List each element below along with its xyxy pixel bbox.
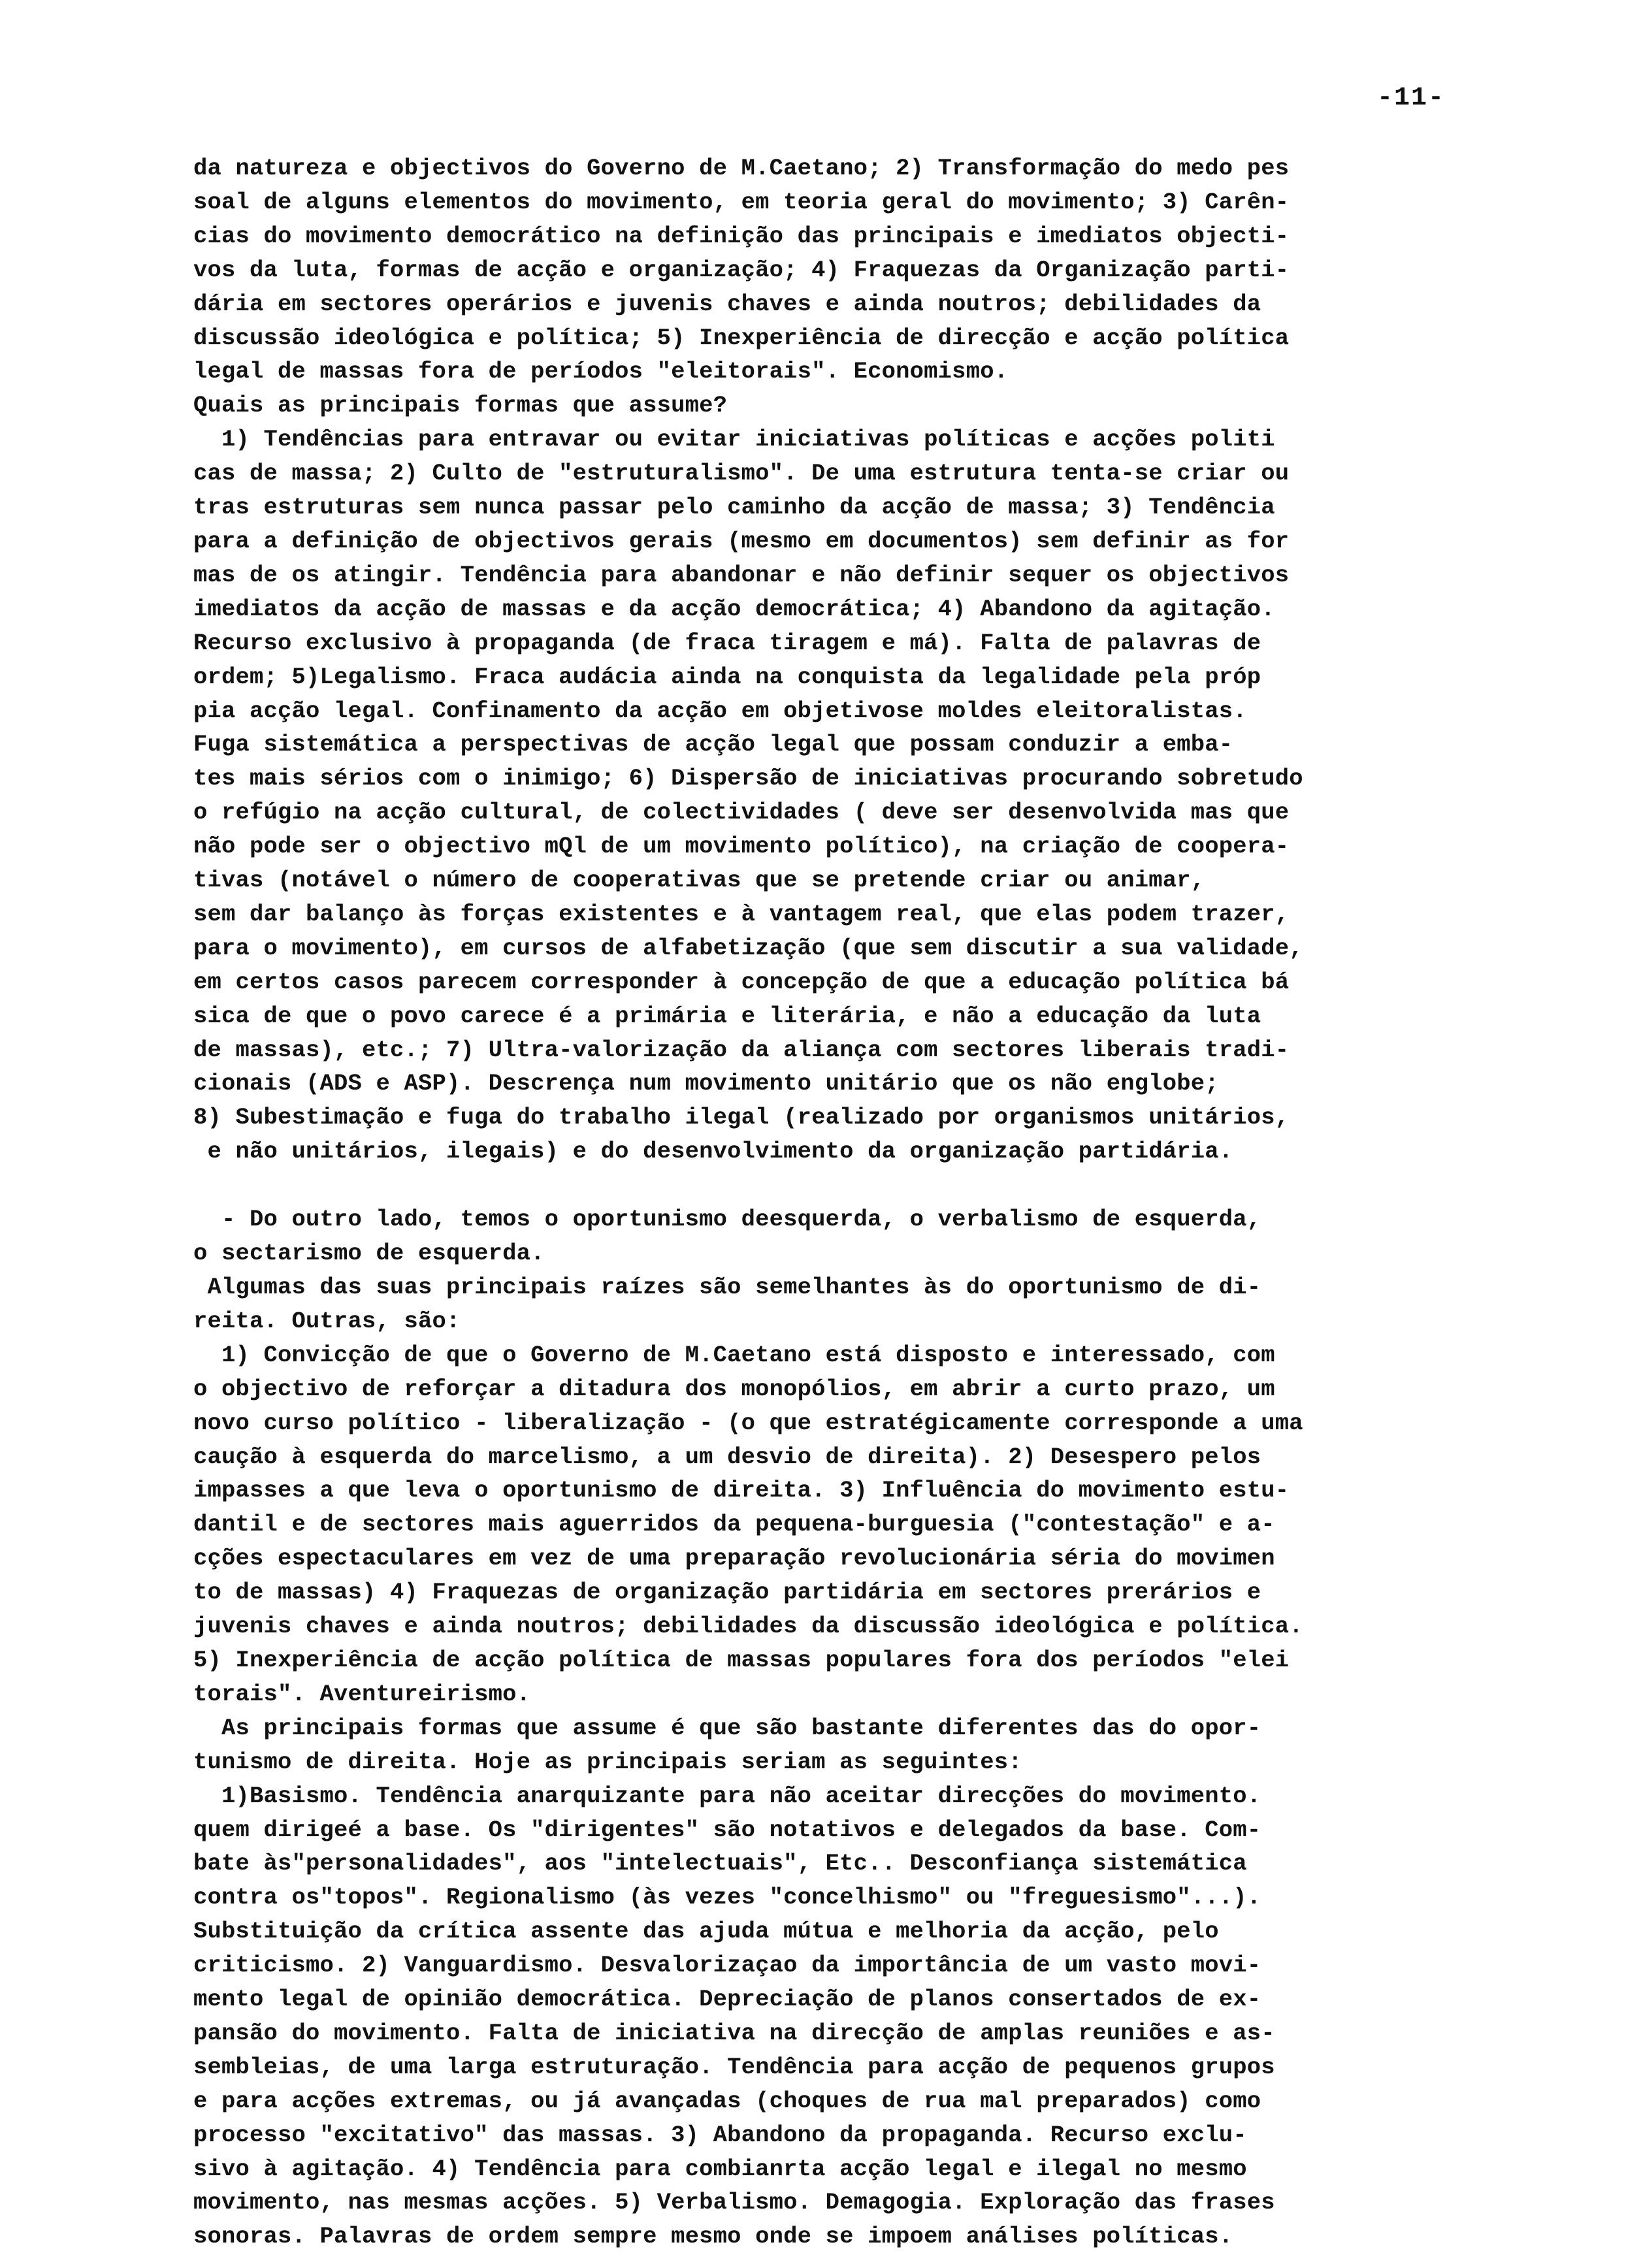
text-line: pia acção legal. Confinamento da acção em objetivose moldes eleitoralistas. [193, 697, 1247, 724]
text-line: bate às"personalidades", aos "intelectuais", Etc.. Desconfiança sistemática [193, 1850, 1247, 1877]
text-line: sica de que o povo carece é a primária e literária, e não a educação da luta [193, 1002, 1261, 1029]
text-line: 1)Basismo. Tendência anarquizante para não aceitar direcções do movimento. [193, 1782, 1261, 1809]
text-line: tunismo de direita. Hoje as principais seriam as seguintes: [193, 1748, 1022, 1775]
text-line: 5) Inexperiência de acção política de massas populares fora dos períodos "elei [193, 1646, 1290, 1674]
text-line: mas de os atingir. Tendência para abandonar e não definir sequer os objectivos [193, 561, 1290, 589]
text-line: tras estruturas sem nunca passar pelo caminho da acção de massa; 3) Tendência [193, 494, 1275, 521]
text-line: soal de alguns elementos do movimento, em teoria geral do movimento; 3) Carên- [193, 188, 1290, 216]
text-line: reita. Outras, são: [193, 1307, 461, 1335]
text-line: juvenis chaves e ainda noutros; debilidades da discussão ideológica e política. [193, 1613, 1303, 1640]
text-line: processo "excitativo" das massas. 3) Abandono da propaganda. Recurso exclu- [193, 2121, 1247, 2148]
text-line: não pode ser o objectivo mQl de um movimento político), na criação de coopera- [193, 833, 1290, 860]
text-line: tes mais sérios com o inimigo; 6) Dispersão de iniciativas procurando sobretudo [193, 765, 1303, 792]
text-line: sivo à agitação. 4) Tendência para combianrta acção legal e ilegal no mesmo [193, 2155, 1247, 2182]
text-line: da natureza e objectivos do Governo de M.Caetano; 2) Transformação do medo pes [193, 155, 1290, 182]
text-line: sonoras. Palavras de ordem sempre mesmo onde se impoem análises políticas. [193, 2223, 1233, 2250]
text-line: novo curso político - liberalização - (o que estratégicamente corresponde a uma [193, 1409, 1303, 1436]
text-line: dantil e de sectores mais aguerridos da pequena-burguesia ("contestação" e a- [193, 1511, 1275, 1538]
text-line: - Do outro lado, temos o oportunismo deesquerda, o verbalismo de esquerda, [193, 1206, 1261, 1233]
text-line: quem dirigeé a base. Os "dirigentes" são notativos e delegados da base. Com- [193, 1816, 1261, 1843]
text-line: dária em sectores operários e juvenis chaves e ainda noutros; debilidades da [193, 290, 1261, 317]
text-line: cções espectaculares em vez de uma preparação revolucionária séria do movimen [193, 1545, 1275, 1572]
text-line: Fuga sistemática a perspectivas de acção legal que possam conduzir a emba- [193, 731, 1233, 758]
text-line: caução à esquerda do marcelismo, a um desvio de direita). 2) Desespero pelos [193, 1443, 1261, 1470]
text-line: Quais as principais formas que assume? [193, 392, 728, 419]
text-line: discussão ideológica e política; 5) Inexperiência de direcção e acção política [193, 324, 1290, 351]
document-body [193, 152, 1585, 2254]
text-line: para o movimento), em cursos de alfabetização (que sem discutir a sua validade, [193, 934, 1303, 962]
text-line: para a definição de objectivos gerais (mesmo em documentos) sem definir as for [193, 527, 1290, 555]
text-line: em certos casos parecem corresponder à concepção de que a educação política bá [193, 968, 1290, 996]
text-line: 8) Subestimação e fuga do trabalho ilegal (realizado por organismos unitários, [193, 1104, 1290, 1131]
text-line: cias do movimento democrático na definição das principais e imediatos objecti- [193, 222, 1290, 250]
paragraph-block-1 [193, 152, 1585, 389]
text-line: Algumas das suas principais raízes são semelhantes às do oportunismo de di- [193, 1274, 1261, 1301]
text-line: imediatos da acção de massas e da acção democrática; 4) Abandono da agitação. [193, 595, 1275, 623]
paragraph-block-3 [193, 1203, 1585, 2254]
text-line: mento legal de opinião democrática. Depreciação de planos consertados de ex- [193, 1986, 1261, 2013]
paragraph-gap [193, 1169, 1585, 1203]
text-line: cas de massa; 2) Culto de "estruturalismo". De uma estrutura tenta-se criar ou [193, 460, 1290, 487]
page-number: -11- [1376, 84, 1445, 113]
text-line: impasses a que leva o oportunismo de direita. 3) Influência do movimento estu- [193, 1477, 1290, 1504]
text-line: Recurso exclusivo à propaganda (de fraca tiragem e má). Falta de palavras de [193, 629, 1261, 656]
text-line: criticismo. 2) Vanguardismo. Desvalorizaçao da importância de um vasto movi- [193, 1952, 1261, 1979]
text-line: movimento, nas mesmas acções. 5) Verbalismo. Demagogia. Exploração das frases [193, 2189, 1275, 2216]
text-line: sembleias, de uma larga estruturação. Tendência para acção de pequenos grupos [193, 2053, 1275, 2081]
text-line: torais". Aventureirismo. [193, 1680, 531, 1708]
text-line: o sectarismo de esquerda. [193, 1240, 545, 1267]
text-line: 1) Convicção de que o Governo de M.Caetano está disposto e interessado, com [193, 1341, 1275, 1369]
text-line: e para acções extremas, ou já avançadas (choques de rua mal preparados) como [193, 2087, 1261, 2114]
text-line: de massas), etc.; 7) Ultra-valorização da aliança com sectores liberais tradi- [193, 1036, 1290, 1063]
text-line: As principais formas que assume é que são bastante diferentes das do opor- [193, 1714, 1261, 1742]
text-line: sem dar balanço às forças existentes e à vantagem real, que elas podem trazer, [193, 900, 1290, 928]
text-line: vos da luta, formas de acção e organização; 4) Fraquezas da Organização parti- [193, 256, 1290, 284]
text-line: tivas (notável o número de cooperativas que se pretende criar ou animar, [193, 867, 1205, 894]
text-line: e não unitários, ilegais) e do desenvolvimento da organização partidária. [193, 1138, 1233, 1165]
text-line: ordem; 5)Legalismo. Fraca audácia ainda na conquista da legalidade pela próp [193, 663, 1261, 690]
text-line: o objectivo de reforçar a ditadura dos monopólios, em abrir a curto prazo, um [193, 1375, 1275, 1402]
text-line: legal de massas fora de períodos "eleitorais". Economismo. [193, 358, 1009, 385]
paragraph-block-2 [193, 389, 1585, 1169]
text-line: contra os"topos". Regionalismo (às vezes "concelhismo" ou "freguesismo"...). [193, 1884, 1261, 1911]
text-line: cionais (ADS e ASP). Descrença num movimento unitário que os não englobe; [193, 1070, 1219, 1097]
text-line: to de massas) 4) Fraquezas de organização partidária em sectores prerários e [193, 1579, 1261, 1606]
text-line: o refúgio na acção cultural, de colectividades ( deve ser desenvolvida mas que [193, 799, 1290, 826]
text-line: Substituição da crítica assente das ajuda mútua e melhoria da acção, pelo [193, 1918, 1219, 1945]
text-line: 1) Tendências para entravar ou evitar iniciativas políticas e acções politi [193, 426, 1275, 453]
text-line: pansão do movimento. Falta de iniciativa na direcção de amplas reuniões e as- [193, 2019, 1275, 2047]
